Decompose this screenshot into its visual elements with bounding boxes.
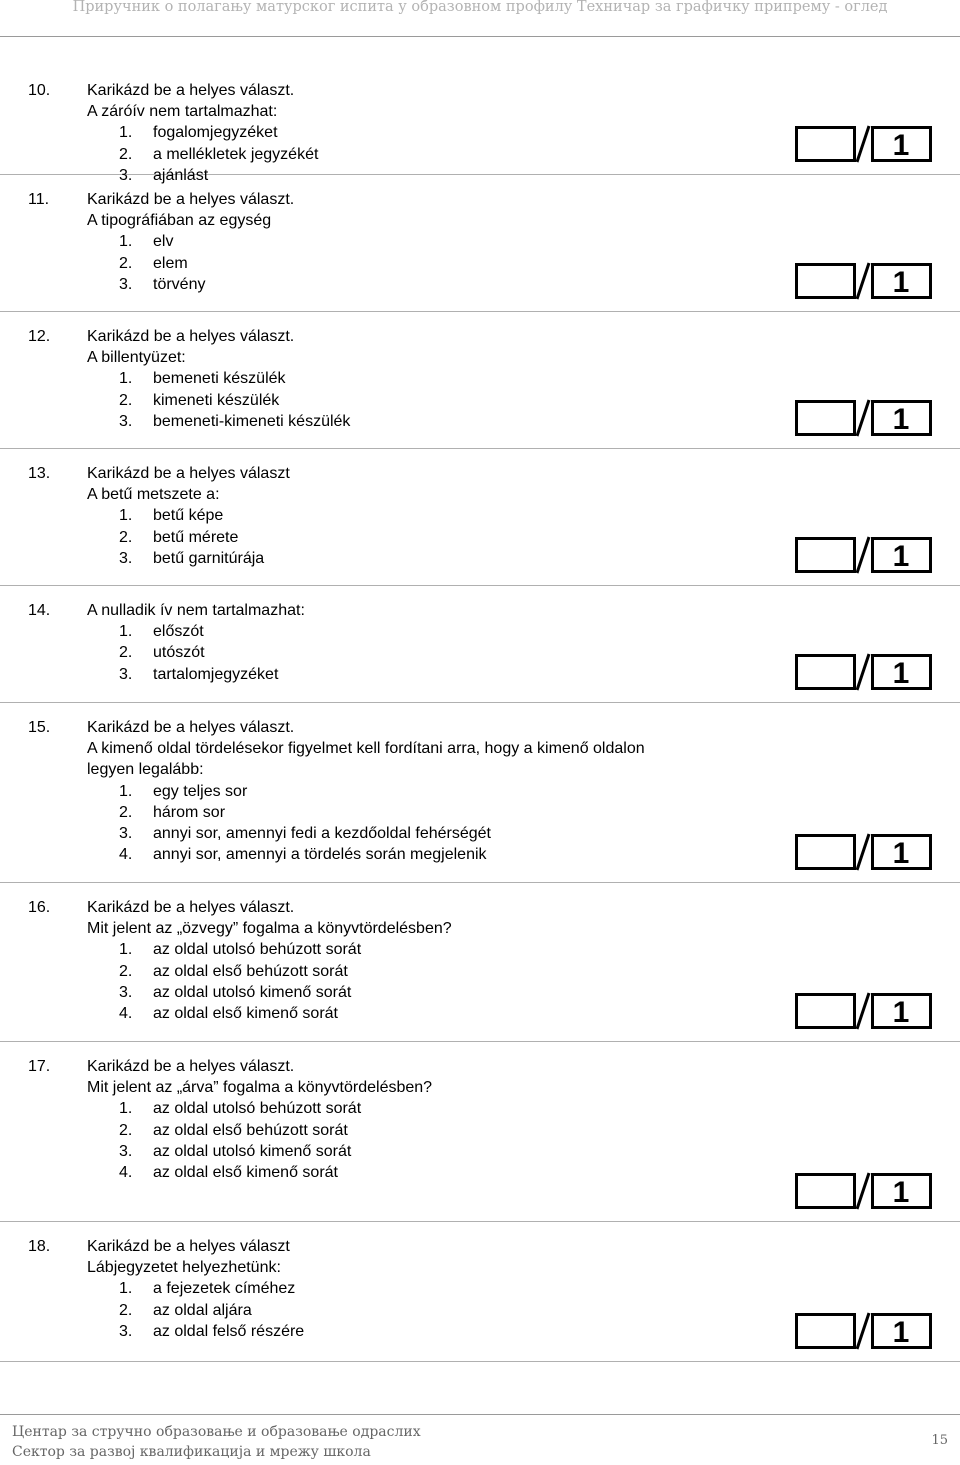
option-text: az oldal utolsó kimenő sorát — [153, 1142, 352, 1160]
question-text: A billentyüzet: — [87, 349, 186, 367]
option-number: 1. — [119, 1100, 133, 1118]
score-max-value: 1 — [892, 266, 910, 299]
option-number: 1. — [119, 507, 133, 525]
answer-option[interactable] — [0, 1141, 960, 1162]
question-instruction: Karikázd be a helyes választ. — [87, 191, 295, 208]
option-text: az oldal aljára — [153, 1301, 252, 1319]
option-text: betű képe — [153, 507, 224, 525]
answer-option[interactable] — [0, 1098, 960, 1119]
score-box — [795, 261, 932, 301]
option-number: 2. — [119, 644, 133, 662]
footer-line-2: Сектор за развој квалификација и мрежу школа — [12, 1444, 371, 1460]
footer-rule — [0, 1414, 960, 1415]
question-line — [0, 101, 960, 122]
question-number: 10. — [28, 82, 51, 99]
question-line — [0, 463, 960, 484]
question-text: A kimenő oldal tördelésekor figyelmet kell fordítani arra, hogy a kimenő oldalon — [87, 740, 645, 758]
option-text: annyi sor, amennyi a tördelés során megjelenik — [153, 846, 487, 864]
score-max-value: 1 — [892, 837, 910, 870]
score-box — [795, 1171, 932, 1211]
question-line — [0, 759, 960, 780]
question-line — [0, 484, 960, 505]
question-line — [0, 326, 960, 347]
score-slash — [857, 1313, 869, 1349]
question-block — [0, 312, 960, 449]
question-line — [0, 80, 960, 101]
question-instruction: A nulladik ív nem tartalmazhat: — [87, 602, 305, 619]
answer-option[interactable] — [0, 939, 960, 960]
score-slash — [857, 654, 869, 690]
question-number: 14. — [28, 602, 51, 619]
score-input-box[interactable] — [797, 128, 855, 161]
option-number: 1. — [119, 782, 133, 800]
page-footer — [12, 1422, 421, 1462]
option-text: betű garnitúrája — [153, 549, 265, 567]
score-slash — [857, 834, 869, 870]
question-line — [0, 897, 960, 918]
question-line — [0, 738, 960, 759]
option-number: 4. — [119, 1004, 133, 1022]
question-block — [0, 1042, 960, 1222]
score-input-box[interactable] — [797, 402, 855, 435]
option-number: 3. — [119, 275, 133, 293]
option-number: 1. — [119, 1280, 133, 1298]
question-block — [0, 449, 960, 586]
option-number: 1. — [119, 233, 133, 251]
option-text: bemeneti készülék — [153, 370, 286, 388]
answer-option[interactable] — [0, 368, 960, 389]
score-max-value: 1 — [892, 1176, 910, 1209]
question-number: 17. — [28, 1058, 51, 1075]
option-number: 3. — [119, 166, 133, 184]
option-text: az oldal utolsó kimenő sorát — [153, 983, 352, 1001]
option-text: az oldal első kimenő sorát — [153, 1004, 338, 1022]
option-text: elem — [153, 254, 188, 272]
score-max-value: 1 — [892, 657, 910, 690]
option-text: az oldal felső részére — [153, 1322, 305, 1340]
option-number: 2. — [119, 1301, 133, 1319]
answer-option[interactable] — [0, 1278, 960, 1299]
question-block — [0, 883, 960, 1042]
option-text: annyi sor, amennyi fedi a kezdőoldal fehérségét — [153, 824, 491, 842]
score-max-value: 1 — [892, 996, 910, 1029]
option-number: 3. — [119, 1142, 133, 1160]
option-text: az oldal utolsó behúzott sorát — [153, 1100, 362, 1118]
option-text: bemeneti-kimeneti készülék — [153, 412, 351, 430]
question-block — [0, 37, 960, 184]
score-input-box[interactable] — [797, 995, 855, 1028]
answer-option[interactable] — [0, 231, 960, 252]
score-input-box[interactable] — [797, 836, 855, 869]
question-instruction: Karikázd be a helyes választ. — [87, 1058, 295, 1075]
question-instruction: Karikázd be a helyes választ. — [87, 328, 295, 345]
score-slash — [857, 263, 869, 299]
question-line — [0, 189, 960, 210]
score-input-box[interactable] — [797, 265, 855, 298]
score-box — [795, 1311, 932, 1351]
option-number: 3. — [119, 665, 133, 683]
question-block — [0, 1222, 960, 1362]
answer-option[interactable] — [0, 802, 960, 823]
option-number: 2. — [119, 1121, 133, 1139]
question-line — [0, 1257, 960, 1278]
score-slash — [857, 993, 869, 1029]
score-input-box[interactable] — [797, 656, 855, 689]
score-box — [795, 124, 932, 164]
option-text: törvény — [153, 275, 206, 293]
page-number: 15 — [931, 1433, 948, 1448]
question-line — [0, 717, 960, 738]
option-text: kimeneti készülék — [153, 391, 280, 409]
option-text: utószót — [153, 644, 205, 662]
question-block — [0, 703, 960, 883]
option-number: 4. — [119, 846, 133, 864]
option-number: 2. — [119, 145, 133, 163]
question-text: A záróív nem tartalmazhat: — [87, 103, 278, 121]
question-number: 15. — [28, 719, 51, 736]
score-box — [795, 832, 932, 872]
score-box — [795, 652, 932, 692]
question-instruction: Karikázd be a helyes választ — [87, 465, 290, 482]
option-text: elv — [153, 233, 174, 251]
question-number: 16. — [28, 899, 51, 916]
score-slash — [857, 400, 869, 436]
question-line — [0, 918, 960, 939]
option-text: három sor — [153, 803, 226, 821]
answer-option[interactable] — [0, 1120, 960, 1141]
option-text: az oldal első kimenő sorát — [153, 1163, 338, 1181]
option-text: ajánlást — [153, 166, 209, 184]
option-text: a fejezetek címéhez — [153, 1280, 296, 1298]
option-text: az oldal utolsó behúzott sorát — [153, 941, 362, 959]
option-number: 2. — [119, 391, 133, 409]
question-line — [0, 1236, 960, 1257]
option-number: 3. — [119, 549, 133, 567]
answer-option[interactable] — [0, 505, 960, 526]
score-slash — [857, 1173, 869, 1209]
footer-line-1: Центар за стручно образовање и образовање одраслих — [12, 1424, 421, 1440]
score-input-box[interactable] — [797, 1175, 855, 1208]
option-text: a mellékletek jegyzékét — [153, 145, 319, 163]
option-text: az oldal első behúzott sorát — [153, 1121, 348, 1139]
option-text: előszót — [153, 623, 204, 641]
option-number: 3. — [119, 983, 133, 1001]
score-box — [795, 991, 932, 1031]
question-text: legyen legalább: — [87, 761, 204, 779]
score-slash — [857, 126, 869, 162]
option-text: tartalomjegyzéket — [153, 665, 279, 683]
question-number: 18. — [28, 1238, 51, 1255]
option-number: 4. — [119, 1163, 133, 1181]
option-number: 3. — [119, 1322, 133, 1340]
question-instruction: Karikázd be a helyes választ. — [87, 82, 295, 99]
question-line — [0, 1056, 960, 1077]
question-block — [0, 586, 960, 703]
answer-option[interactable] — [0, 961, 960, 982]
question-block — [0, 175, 960, 312]
option-number: 2. — [119, 528, 133, 546]
option-text: az oldal első behúzott sorát — [153, 962, 348, 980]
question-line — [0, 1077, 960, 1098]
option-number: 1. — [119, 623, 133, 641]
option-number: 1. — [119, 124, 133, 142]
score-box — [795, 535, 932, 575]
question-text: A betű metszete a: — [87, 486, 220, 504]
question-text: A tipográfiában az egység — [87, 212, 272, 230]
question-instruction: Karikázd be a helyes választ — [87, 1238, 290, 1255]
score-input-box[interactable] — [797, 539, 855, 572]
answer-option[interactable] — [0, 621, 960, 642]
option-text: betű mérete — [153, 528, 239, 546]
option-number: 2. — [119, 803, 133, 821]
score-max-value: 1 — [892, 129, 910, 162]
score-input-box[interactable] — [797, 1315, 855, 1348]
score-max-value: 1 — [892, 403, 910, 436]
question-line — [0, 600, 960, 621]
question-line — [0, 210, 960, 231]
question-instruction: Karikázd be a helyes választ. — [87, 719, 295, 736]
option-text: egy teljes sor — [153, 782, 248, 800]
score-box — [795, 398, 932, 438]
option-number: 3. — [119, 412, 133, 430]
option-number: 2. — [119, 962, 133, 980]
option-number: 1. — [119, 941, 133, 959]
answer-option[interactable] — [0, 781, 960, 802]
score-slash — [857, 537, 869, 573]
score-max-value: 1 — [892, 1316, 910, 1349]
question-text: Lábjegyzetet helyezhetünk: — [87, 1259, 281, 1277]
question-number: 12. — [28, 328, 51, 345]
option-text: fogalomjegyzéket — [153, 124, 278, 142]
question-instruction: Karikázd be a helyes választ. — [87, 899, 295, 916]
option-number: 3. — [119, 824, 133, 842]
question-text: Mit jelent az „árva” fogalma a könyvtördelésben? — [87, 1079, 433, 1097]
question-line — [0, 347, 960, 368]
option-number: 2. — [119, 254, 133, 272]
question-number: 13. — [28, 465, 51, 482]
page-header: Приручник о полагању матурског испита у образовном профилу Техничар за графичку припрему - оглед — [72, 0, 888, 15]
question-list — [0, 37, 960, 1362]
question-number: 11. — [28, 191, 50, 208]
score-max-value: 1 — [892, 540, 910, 573]
question-text: Mit jelent az „özvegy” fogalma a könyvtördelésben? — [87, 920, 452, 938]
option-number: 1. — [119, 370, 133, 388]
